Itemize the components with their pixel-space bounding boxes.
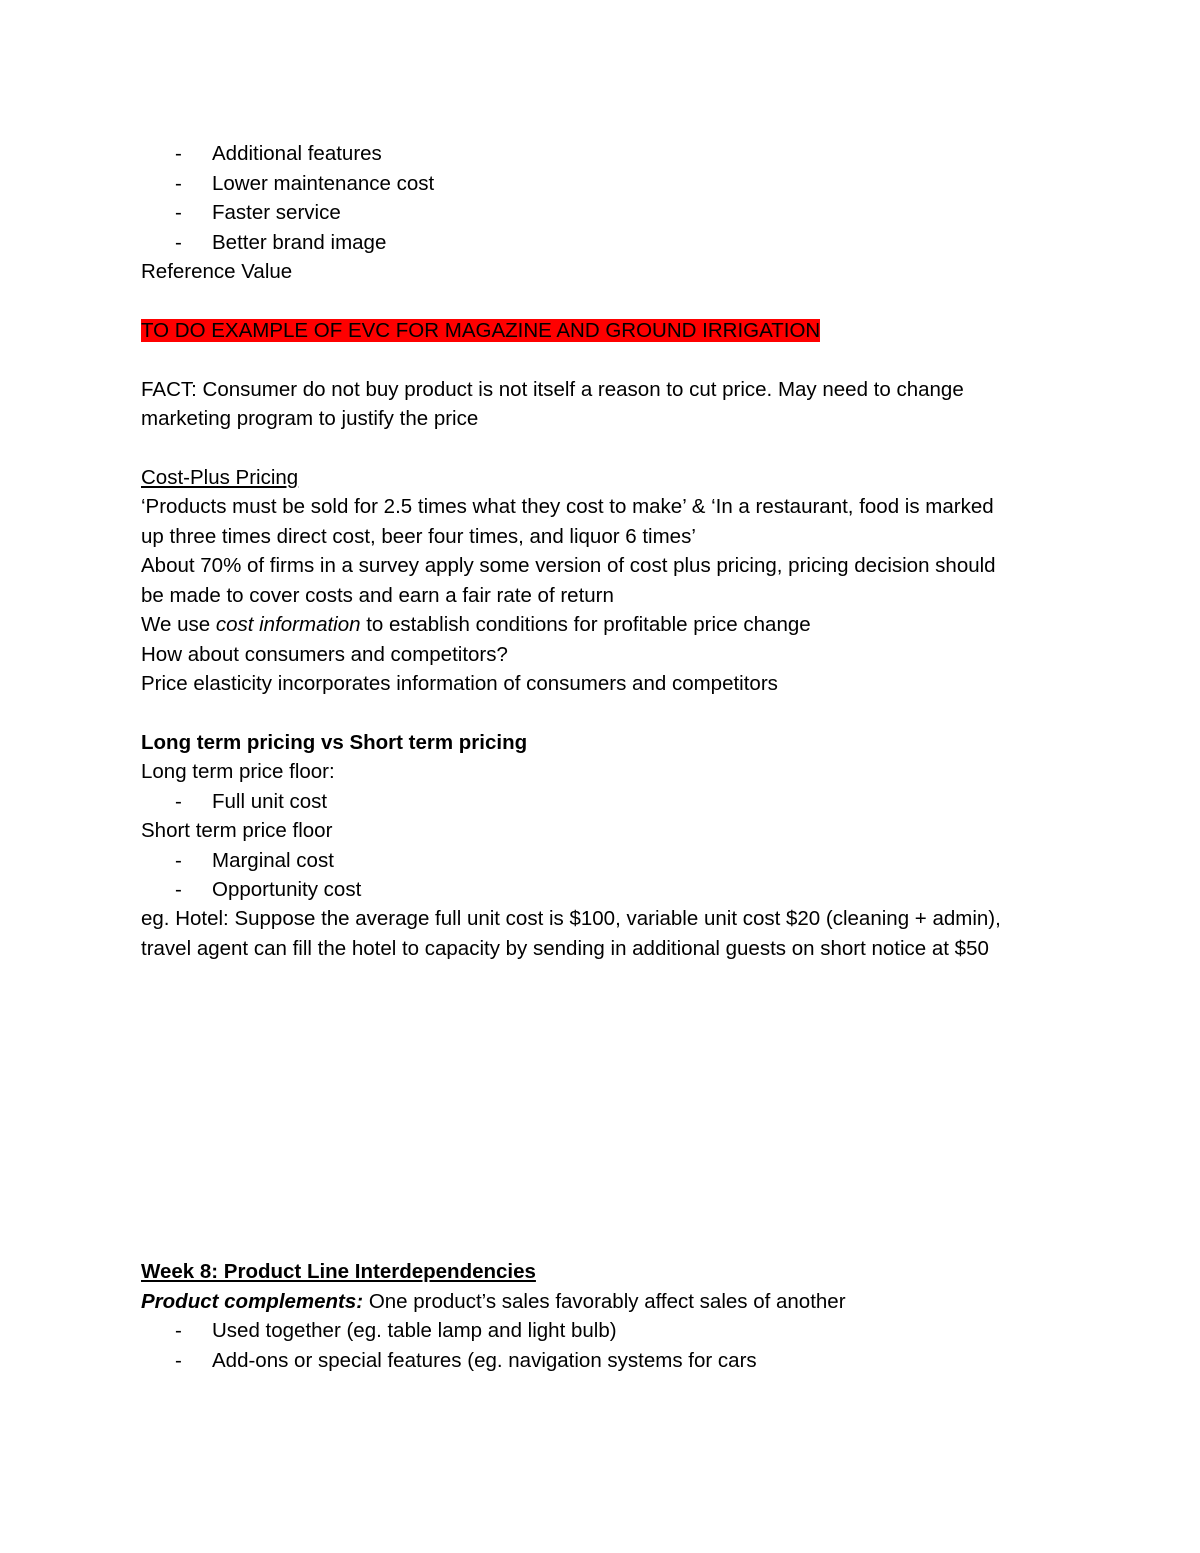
bullet-dash: - (175, 172, 182, 195)
consumers-question: How about consumers and competitors? (141, 643, 508, 666)
fact-line: FACT: Consumer do not buy product is not itself a reason to cut price. May need to change (141, 378, 964, 401)
cost-plus-quote-line: ‘Products must be sold for 2.5 times what they cost to make’ & ‘In a restaurant, food is marked (141, 495, 994, 518)
bullet-dash: - (175, 142, 182, 165)
list-item-text: Opportunity cost (212, 878, 362, 901)
bullet-dash: - (175, 1349, 182, 1372)
bullet-dash: - (175, 201, 182, 224)
todo-note-text: TO DO EXAMPLE OF EVC FOR MAGAZINE AND GROUND IRRIGATION (141, 319, 821, 342)
bullet-dash: - (175, 849, 182, 872)
long-short-heading: Long term pricing vs Short term pricing (141, 731, 528, 754)
cost-information-line (141, 610, 811, 640)
list-item-text: Add-ons or special features (eg. navigation systems for cars (212, 1349, 757, 1372)
elasticity-line: Price elasticity incorporates information of consumers and competitors (141, 672, 778, 695)
cost-info-suffix: to establish conditions for profitable price change (360, 613, 811, 636)
bullet-dash: - (175, 790, 182, 813)
cost-plus-heading: Cost-Plus Pricing (141, 466, 299, 489)
bullet-dash: - (175, 231, 182, 254)
bullet-dash: - (175, 878, 182, 901)
list-item-text: Used together (eg. table lamp and light bulb) (212, 1319, 617, 1342)
survey-line: be made to cover costs and earn a fair rate of return (141, 584, 614, 607)
list-item-text: Marginal cost (212, 849, 334, 872)
hotel-example-line: eg. Hotel: Suppose the average full unit cost is $100, variable unit cost $20 (cleaning + admin), (141, 907, 1001, 930)
list-item (175, 228, 386, 258)
short-term-label: Short term price floor (141, 819, 333, 842)
cost-info-prefix: We use (141, 613, 216, 636)
list-item (175, 1346, 757, 1376)
complements-def-text: One product’s sales favorably affect sales of another (363, 1290, 846, 1313)
todo-note (141, 316, 820, 346)
list-item (175, 198, 341, 228)
list-item (175, 846, 334, 876)
list-item-text: Lower maintenance cost (212, 172, 435, 195)
reference-value-label: Reference Value (141, 260, 293, 283)
hotel-example-line: travel agent can fill the hotel to capacity by sending in additional guests on short notice at $50 (141, 937, 989, 960)
survey-line: About 70% of firms in a survey apply some version of cost plus pricing, pricing decision should (141, 554, 996, 577)
list-item-text: Faster service (212, 201, 341, 224)
list-item-text: Additional features (212, 142, 382, 165)
cost-info-italic: cost information (215, 613, 361, 636)
list-item (175, 875, 361, 905)
complements-term: Product complements: (141, 1290, 364, 1313)
bullet-dash: - (175, 1319, 182, 1342)
list-item-text: Full unit cost (212, 790, 328, 813)
list-item (175, 787, 327, 817)
list-item (175, 139, 382, 169)
list-item (175, 1316, 617, 1346)
week8-heading: Week 8: Product Line Interdependencies (141, 1260, 536, 1283)
complements-definition (141, 1287, 846, 1317)
cost-plus-quote-line: up three times direct cost, beer four times, and liquor 6 times’ (141, 525, 696, 548)
fact-line: marketing program to justify the price (141, 407, 479, 430)
list-item (175, 169, 434, 199)
list-item-text: Better brand image (212, 231, 387, 254)
long-term-label: Long term price floor: (141, 760, 335, 783)
